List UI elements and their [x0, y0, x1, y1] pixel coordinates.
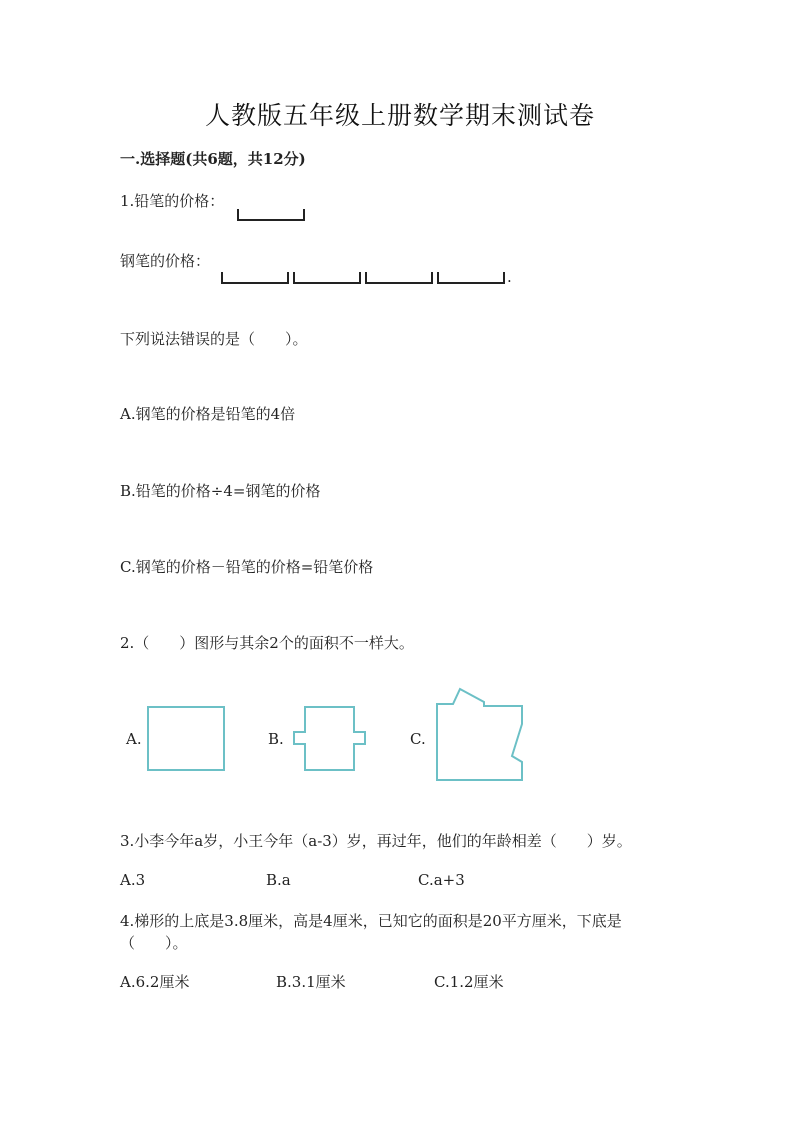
- q2-label-a: A.: [126, 730, 142, 748]
- pencil-price-bar: [236, 208, 308, 224]
- pen-price-bar: [220, 271, 520, 287]
- q1-option-a: A.钢笔的价格是铅笔的4倍: [120, 405, 296, 423]
- q2-label-b: B.: [268, 730, 284, 748]
- q3-option-c: C.a+3: [418, 871, 465, 889]
- q3-option-b: B.a: [266, 871, 291, 889]
- page-title: 人教版五年级上册数学期末测试卷: [204, 101, 595, 130]
- q1-stem: 下列说法错误的是（ ）。: [120, 330, 308, 348]
- q1-period: .: [507, 268, 512, 286]
- q1-option-b: B.铅笔的价格÷4=钢笔的价格: [120, 482, 321, 500]
- q4-option-b: B.3.1厘米: [276, 973, 346, 991]
- shape-b-notched: [291, 705, 369, 773]
- q4-stem-line1: 4.梯形的上底是3.8厘米，高是4厘米，已知它的面积是20平方厘米，下底是: [120, 912, 622, 930]
- q3-stem: 3.小李今年a岁，小王今年（a-3）岁，再过年，他们的年龄相差（ ）岁。: [120, 832, 632, 850]
- shape-c-irregular: [434, 686, 528, 784]
- shape-a-rectangle: [146, 705, 226, 773]
- q4-option-c: C.1.2厘米: [434, 973, 504, 991]
- q4-stem-line2: （ ）。: [120, 934, 188, 952]
- section-heading: 一.选择题(共6题，共12分): [120, 150, 306, 168]
- q1-option-c: C.钢笔的价格－铅笔的价格=铅笔价格: [120, 558, 374, 576]
- q3-option-a: A.3: [120, 871, 146, 889]
- q2-stem: 2.（ ）图形与其余2个的面积不一样大。: [120, 634, 414, 652]
- q1-pencil-label: 1.铅笔的价格：: [120, 192, 225, 210]
- q4-option-a: A.6.2厘米: [120, 973, 190, 991]
- q1-pen-label: 钢笔的价格：: [120, 252, 211, 270]
- q2-label-c: C.: [410, 730, 426, 748]
